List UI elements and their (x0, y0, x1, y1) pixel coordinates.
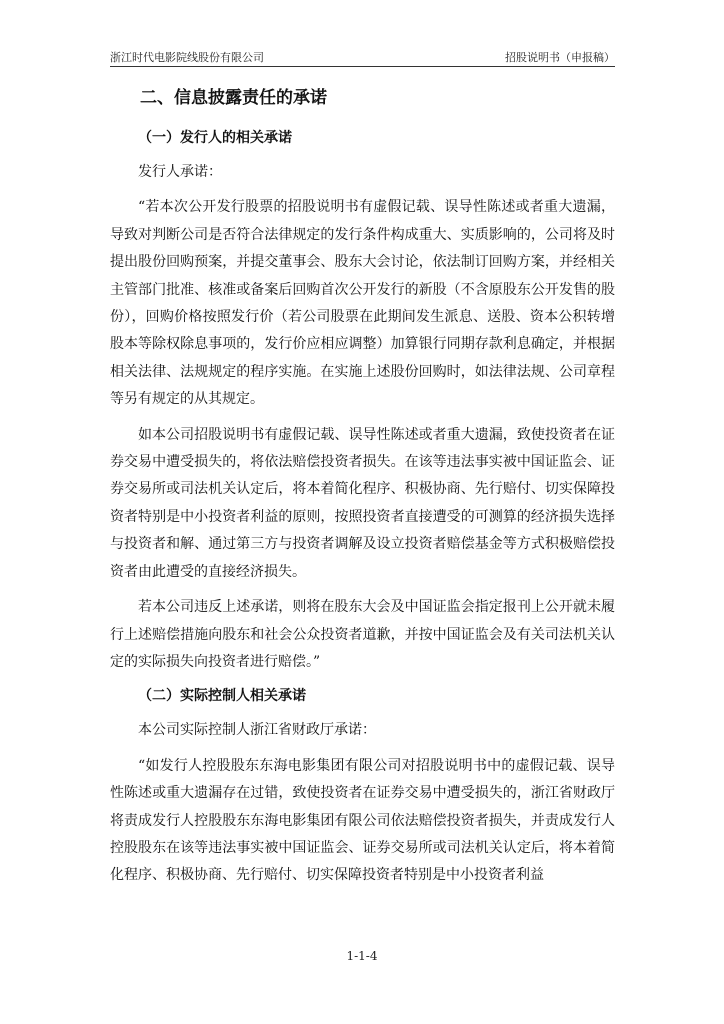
issuer-paragraph: “若本次公开发行股票的招股说明书有虚假记载、误导性陈述或者重大遗漏，导致对判断公司是否符合法律规定的发行条件构成重大、实质影响的，公司将及时提出股份回购预案，并提交董事会、股东大会讨论，依法制订回购方案，并经相关主管部门批准、核准或备案后回购首次公开发行的新股（不含原股东公开发售的股份），回购价格按照发行价（若公司股票在此期间发生派息、送股、资本公积转增股本等除权除息事项的，发行价应相应调整）加算银行同期存款利息确定，并根据相关法律、法规规定的程序实施。在实施上述股份回购时，如法律法规、公司章程等另有规定的从其规定。 (110, 199, 615, 408)
header-company-name: 浙江时代电影院线股份有限公司 (110, 51, 264, 64)
document-body (110, 84, 615, 890)
section-title: 二、信息披露责任的承诺 (140, 88, 327, 108)
header-divider (110, 66, 615, 67)
page-number: 1-1-4 (346, 949, 378, 963)
issuer-paragraph: 如本公司招股说明书有虚假记载、误导性陈述或者重大遗漏，致使投资者在证券交易中遭受损失的，将依法赔偿投资者损失。在该等违法事实被中国证监会、证券交易所或司法机关认定后，将本着简化程序、积极协商、先行赔付、切实保障投资者特别是中小投资者利益的原则，按照投资者直接遭受的可测算的经济损失选择与投资者和解、通过第三方与投资者调解及设立投资者赔偿基金等方式积极赔偿投资者由此遭受的直接经济损失。 (110, 426, 615, 580)
subsection-controller-title: （二）实际控制人相关承诺 (138, 688, 306, 705)
issuer-paragraph: 若本公司违反上述承诺，则将在股东大会及中国证监会指定报刊上公开就未履行上述赔偿措施向股东和社会公众投资者道歉，并按中国证监会及有关司法机关认定的实际损失向投资者进行赔偿。” (110, 599, 615, 670)
page-header (110, 49, 615, 65)
controller-intro: 本公司实际控制人浙江省财政厅承诺： (138, 722, 376, 739)
issuer-intro: 发行人承诺： (138, 164, 222, 180)
header-document-type: 招股说明书（申报稿） (505, 51, 615, 64)
controller-paragraph: “如发行人控股股东东海电影集团有限公司对招股说明书中的虚假记载、误导性陈述或重大遗漏存在过错，致使投资者在证券交易中遭受损失的，浙江省财政厅将责成发行人控股股东东海电影集团有限公司依法赔偿投资者损失，并责成发行人控股股东在该等违法事实被中国证监会、证券交易所或司法机关认定后，将本着简化程序、积极协商、先行赔付、切实保障投资者特别是中小投资者利益 (110, 757, 615, 884)
subsection-issuer-title: （一）发行人的相关承诺 (138, 130, 292, 146)
